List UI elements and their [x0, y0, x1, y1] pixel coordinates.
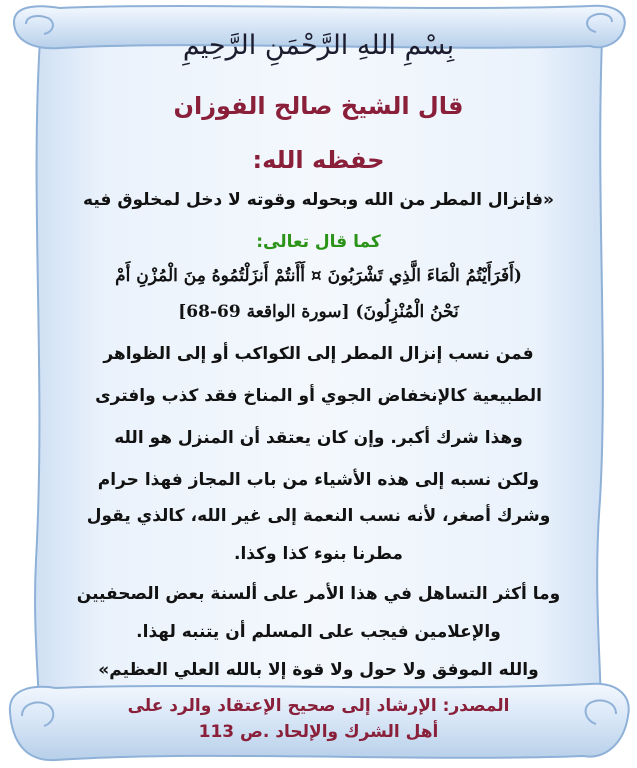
quran-verse-line: (أَفَرَأَيْتُمُ الْمَاءَ الَّذِي تَشْرَبُونَ ¤ أَأَنتُمْ أَنزَلْتُمُوهُ مِنَ الْمُزْنِ أَمْ [115, 266, 522, 286]
text-line: «فإنزال المطر من الله وبحوله وقوته لا دخل لمخلوق فيه [83, 190, 554, 210]
text-line: مطرنا بنوء كذا وكذا. [234, 544, 403, 564]
verse-intro: كما قال تعالى: [256, 232, 381, 252]
text-line: والإعلامين فيجب على المسلم أن يتنبه لهذا. [136, 622, 501, 642]
text-line: والله الموفق ولا حول ولا قوة إلا بالله العلي العظيم» [98, 660, 539, 680]
page-title: قال الشيخ صالح الفوزان [173, 92, 464, 120]
text-line: ولكن نسبه إلى هذه الأشياء من باب المجاز فهذا حرام [97, 470, 540, 490]
text-line: وما أكثر التساهل في هذا الأمر على ألسنة بعض الصحفيين [76, 584, 561, 604]
source-citation: أهل الشرك والإلحاد .ص 113 [198, 722, 439, 742]
text-line: فمن نسب إنزال المطر إلى الكواكب أو إلى الظواهر [103, 344, 534, 364]
text-line: الطبيعية كالإنخفاض الجوي أو المناخ فقد كذب وافترى [95, 386, 542, 406]
source-citation: المصدر: الإرشاد إلى صحيح الإعتقاد والرد على [127, 696, 510, 716]
quran-verse-line: نَحْنُ الْمُنْزِلُونَ) [سورة الواقعة 69-68] [178, 302, 459, 322]
basmala-calligraphy: بِسْمِ اللهِ الرَّحْمَنِ الرَّحِيمِ [182, 30, 455, 61]
text-line: وشرك أصغر، لأنه نسب النعمة إلى غير الله، كالذي يقول [86, 506, 551, 526]
page-subtitle: حفظه الله: [252, 146, 385, 174]
text-line: وهذا شرك أكبر. وإن كان يعتقد أن المنزل هو الله [114, 428, 523, 448]
